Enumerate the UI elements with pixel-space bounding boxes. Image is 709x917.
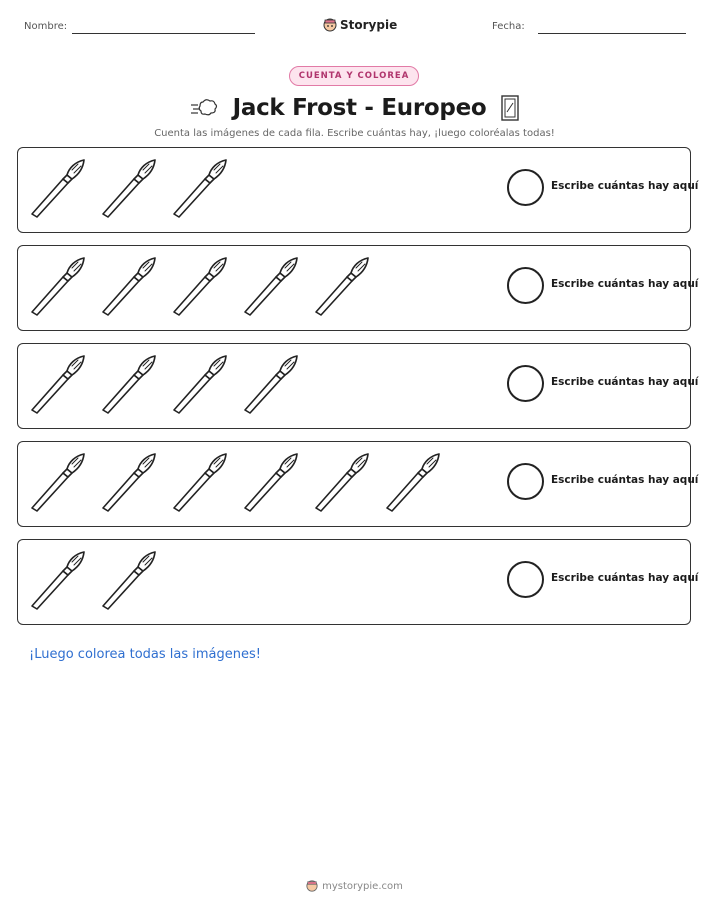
storypie-mascot-icon bbox=[306, 880, 318, 892]
paintbrush-icon bbox=[28, 452, 90, 518]
answer-label: Escribe cuántas hay aquí bbox=[551, 474, 699, 486]
page-title: Jack Frost - Europeo bbox=[232, 95, 487, 121]
answer-label: Escribe cuántas hay aquí bbox=[551, 180, 699, 192]
paintbrush-icon bbox=[383, 452, 445, 518]
answer-label: Escribe cuántas hay aquí bbox=[551, 572, 699, 584]
frost-breath-icon bbox=[189, 96, 219, 120]
paintbrush-icon bbox=[99, 550, 161, 616]
storypie-mascot-icon bbox=[323, 18, 337, 32]
name-label: Nombre: bbox=[24, 21, 68, 32]
paintbrush-icon bbox=[28, 354, 90, 420]
brand-name: Storypie bbox=[340, 18, 398, 32]
paintbrush-icon bbox=[312, 452, 374, 518]
paintbrush-icon bbox=[99, 158, 161, 224]
title-row bbox=[0, 92, 709, 124]
counting-row bbox=[17, 539, 699, 625]
answer-circle[interactable] bbox=[507, 463, 544, 500]
paintbrush-icon bbox=[99, 256, 161, 322]
date-label: Fecha: bbox=[492, 21, 525, 32]
paintbrush-icon bbox=[170, 354, 232, 420]
footer-url: mystorypie.com bbox=[322, 880, 403, 892]
activity-badge: CUENTA Y COLOREA bbox=[289, 66, 419, 86]
answer-circle[interactable] bbox=[507, 267, 544, 304]
answer-circle[interactable] bbox=[507, 561, 544, 598]
paintbrush-icon bbox=[312, 256, 374, 322]
instructions: Cuenta las imágenes de cada fila. Escribe cuántas hay, ¡luego coloréalas todas! bbox=[154, 128, 555, 139]
paintbrush-icon bbox=[170, 256, 232, 322]
counting-row bbox=[17, 343, 699, 429]
paintbrush-icon bbox=[241, 452, 303, 518]
paintbrush-icon bbox=[28, 550, 90, 616]
date-field-line[interactable] bbox=[538, 32, 686, 34]
counting-row bbox=[17, 441, 699, 527]
answer-label: Escribe cuántas hay aquí bbox=[551, 376, 699, 388]
answer-circle[interactable] bbox=[507, 169, 544, 206]
counting-row bbox=[17, 245, 699, 331]
paintbrush-icon bbox=[170, 452, 232, 518]
paintbrush-icon bbox=[28, 256, 90, 322]
answer-circle[interactable] bbox=[507, 365, 544, 402]
brand-logo bbox=[323, 18, 397, 32]
paintbrush-icon bbox=[99, 452, 161, 518]
name-field-line[interactable] bbox=[72, 32, 255, 34]
paintbrush-icon bbox=[28, 158, 90, 224]
worksheet-header bbox=[0, 18, 709, 42]
answer-label: Escribe cuántas hay aquí bbox=[551, 278, 699, 290]
footer-brand bbox=[0, 880, 709, 892]
paintbrush-icon bbox=[99, 354, 161, 420]
paintbrush-icon bbox=[241, 256, 303, 322]
frosted-window-icon bbox=[500, 94, 520, 122]
paintbrush-icon bbox=[241, 354, 303, 420]
coloring-reminder: ¡Luego colorea todas las imágenes! bbox=[29, 647, 261, 662]
counting-row bbox=[17, 147, 699, 233]
paintbrush-icon bbox=[170, 158, 232, 224]
